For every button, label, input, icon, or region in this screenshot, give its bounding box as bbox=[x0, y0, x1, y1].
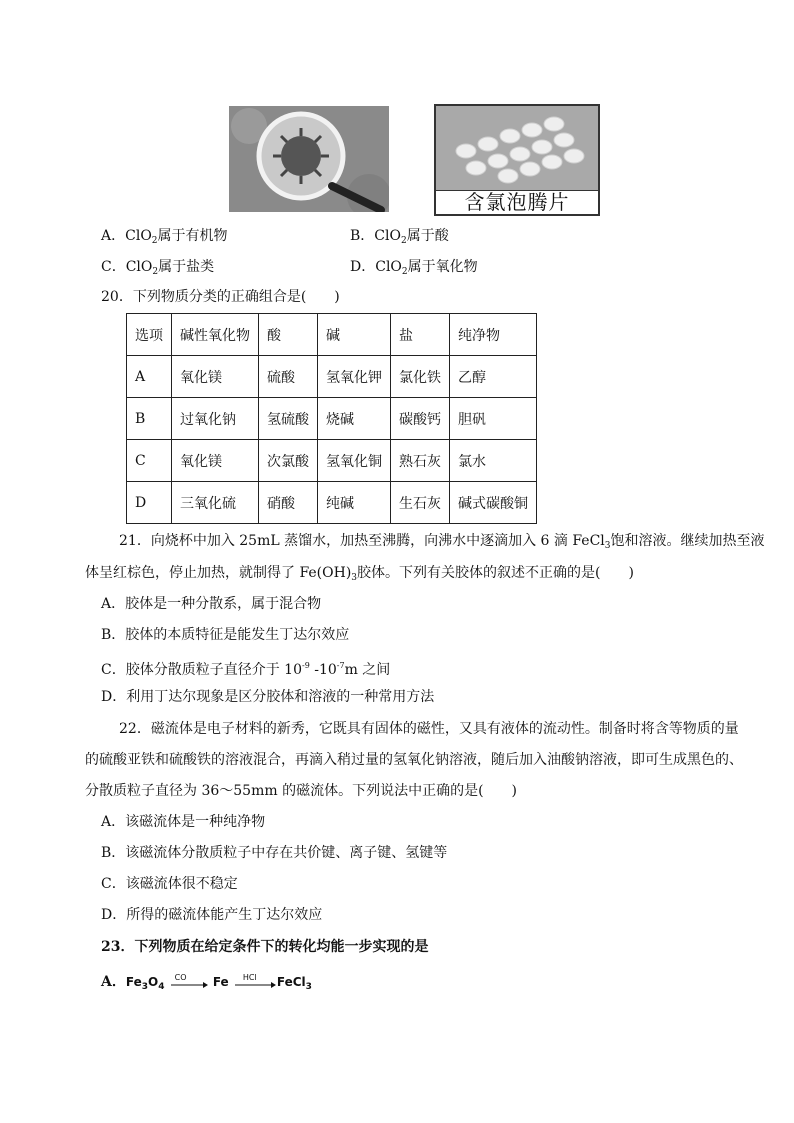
table-cell: 生石灰 bbox=[391, 482, 450, 524]
table-cell: 氧化镁 bbox=[172, 440, 259, 482]
table-cell: 氢氧化钾 bbox=[318, 356, 391, 398]
table-cell: 乙醇 bbox=[450, 356, 537, 398]
table-header-cell: 碱 bbox=[318, 314, 391, 356]
table-header-cell: 选项 bbox=[127, 314, 172, 356]
table-cell: 烧碱 bbox=[318, 398, 391, 440]
table-row bbox=[127, 398, 537, 440]
magnifier-virus-icon bbox=[229, 106, 389, 212]
q21-stem-line2: 体呈红棕色，停止加热，就制得了 $Fe(OH)_3$胶体。下列有关胶体的叙述不正确的是( ) bbox=[85, 565, 634, 583]
q22-option-c: C．该磁流体很不稳定 bbox=[101, 876, 238, 892]
arrow-right-icon bbox=[169, 978, 209, 992]
reagent-label: CO bbox=[174, 972, 187, 982]
table-cell: D bbox=[127, 482, 172, 524]
q21-stem-line1: 21．向烧杯中加入 25mL 蒸馏水，加热至沸腾，向沸水中逐滴加入 6 滴 FeCl$_3$饱和溶液。继续加热至液 bbox=[119, 533, 765, 551]
table-cell: B bbox=[127, 398, 172, 440]
q20-stem: 20．下列物质分类的正确组合是( ) bbox=[101, 289, 340, 305]
q23-option-a: A．$Fe_3O_4$ CO Fe HCl FeCl$_3$ bbox=[101, 972, 312, 997]
table-cell: A bbox=[127, 356, 172, 398]
q22-option-d: D．所得的磁流体能产生丁达尔效应 bbox=[101, 907, 323, 923]
table-cell: 氢氧化铜 bbox=[318, 440, 391, 482]
q19-option-c: C．ClO$_2$属于盐类 bbox=[101, 259, 215, 277]
q22-stem-line1: 22．磁流体是电子材料的新秀，它既具有固体的磁性，又具有液体的流动性。制备时将含等物质的量 bbox=[119, 721, 739, 737]
table-header-cell: 盐 bbox=[391, 314, 450, 356]
table-cell: 氢硫酸 bbox=[259, 398, 318, 440]
table-cell: 过氧化钠 bbox=[172, 398, 259, 440]
table-header-cell: 碱性氧化物 bbox=[172, 314, 259, 356]
q19-option-b: B．ClO$_2$属于酸 bbox=[350, 228, 449, 246]
q19-option-a: A．ClO$_2$属于有机物 bbox=[101, 228, 228, 246]
virus-magnifier-image bbox=[229, 106, 389, 212]
q22-stem-line3: 分散质粒子直径为 36～55mm 的磁流体。下列说法中正确的是( ) bbox=[85, 783, 518, 799]
table-cell: 氯化铁 bbox=[391, 356, 450, 398]
classification-table bbox=[126, 313, 537, 524]
table-header-row bbox=[127, 314, 537, 356]
table-cell: 三氧化硫 bbox=[172, 482, 259, 524]
table-header-cell: 纯净物 bbox=[450, 314, 537, 356]
q21-option-a: A．胶体是一种分散系，属于混合物 bbox=[101, 596, 322, 612]
table-cell: 碳酸钙 bbox=[391, 398, 450, 440]
tablets-image bbox=[434, 104, 600, 216]
q21-option-c: C．胶体分散质粒子直径介于 $10^{-9}$ $-10^{-7}m$ 之间 bbox=[101, 661, 391, 678]
q21-option-d: D．利用丁达尔现象是区分胶体和溶液的一种常用方法 bbox=[101, 689, 435, 705]
table-cell: 硫酸 bbox=[259, 356, 318, 398]
q19-option-d: D．ClO$_2$属于氧化物 bbox=[350, 259, 478, 277]
table-cell: 熟石灰 bbox=[391, 440, 450, 482]
q22-stem-line2: 的硫酸亚铁和硫酸铁的溶液混合，再滴入稍过量的氢氧化钠溶液，随后加入油酸钠溶液，即可生成黑色的、 bbox=[85, 752, 743, 768]
table-row bbox=[127, 356, 537, 398]
q22-option-b: B．该磁流体分散质粒子中存在共价键、离子键、氢键等 bbox=[101, 845, 448, 861]
tablets-icon bbox=[436, 106, 598, 190]
table-header-cell: 酸 bbox=[259, 314, 318, 356]
table-row bbox=[127, 482, 537, 524]
reaction-arrow-1 bbox=[169, 972, 209, 990]
table-cell: 氯水 bbox=[450, 440, 537, 482]
tablets-caption: 含氯泡腾片 bbox=[436, 190, 598, 213]
table-cell: 氧化镁 bbox=[172, 356, 259, 398]
table-cell: 硝酸 bbox=[259, 482, 318, 524]
reaction-arrow-2 bbox=[233, 972, 277, 990]
q21-option-b: B．胶体的本质特征是能发生丁达尔效应 bbox=[101, 627, 350, 643]
table-cell: 次氯酸 bbox=[259, 440, 318, 482]
table-row bbox=[127, 440, 537, 482]
table-cell: C bbox=[127, 440, 172, 482]
table-cell: 纯碱 bbox=[318, 482, 391, 524]
reagent-label: HCl bbox=[242, 972, 257, 982]
arrow-right-icon bbox=[233, 978, 277, 992]
table-cell: 碱式碳酸铜 bbox=[450, 482, 537, 524]
q23-stem: 23．下列物质在给定条件下的转化均能一步实现的是 bbox=[101, 939, 429, 955]
table-cell: 胆矾 bbox=[450, 398, 537, 440]
q22-option-a: A．该磁流体是一种纯净物 bbox=[101, 814, 266, 830]
